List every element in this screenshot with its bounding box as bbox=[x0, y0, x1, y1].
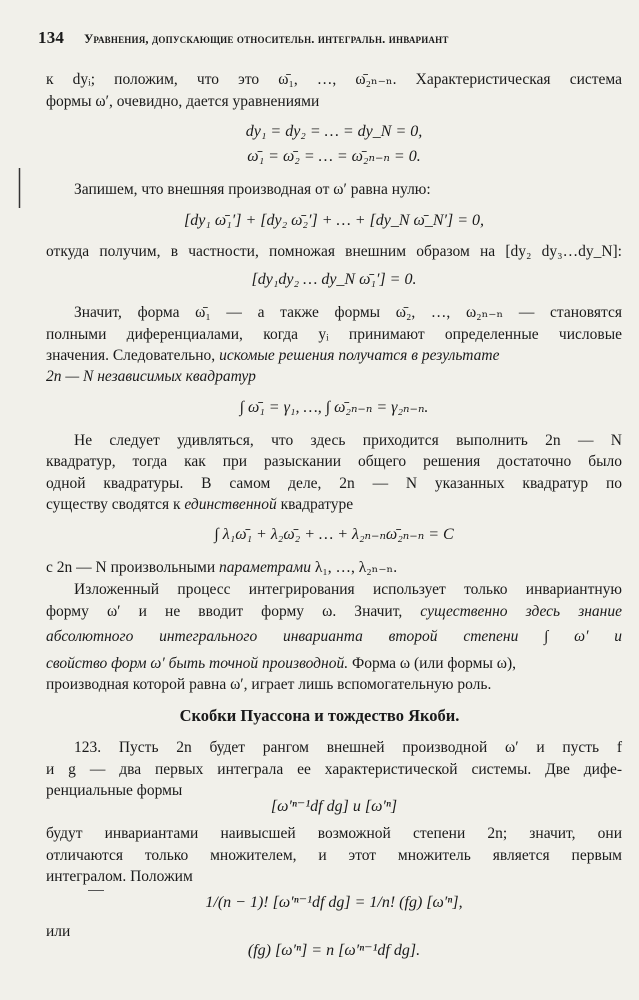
text-line: Не следует удивляться, что здесь приходится выполнить 2n — N bbox=[74, 432, 622, 449]
text-span: с 2n — N произвольными bbox=[46, 559, 220, 576]
equation: (fg) [ω′ⁿ] = n [ω′ⁿ⁻¹df dg]. bbox=[247, 942, 421, 959]
text-span: существу сводятся к bbox=[46, 496, 185, 513]
emphasis-text: существенно здесь знание bbox=[420, 603, 622, 620]
text-line: 123. Пусть 2n будет рангом внешней производной ω′ и пусть f bbox=[74, 739, 622, 756]
equation: dy₁ = dy₂ = … = dy_N = 0, bbox=[245, 123, 423, 140]
text-span: Форма ω (или формы ω), bbox=[348, 655, 517, 672]
margin-mark bbox=[18, 168, 21, 208]
text-line: интегралом. Положим bbox=[46, 868, 193, 885]
running-title: Уравнения, допускающие относительн. интегральн. инвариант bbox=[84, 32, 449, 46]
text-line: и g — два первых интеграла ее характеристической системы. Две дифе- bbox=[46, 761, 622, 778]
text-line: полными диференциалами, когда yᵢ принимают определенные числовые bbox=[46, 326, 622, 343]
text-span: значения. Следовательно, bbox=[46, 347, 220, 364]
text-line: ренциальные формы bbox=[46, 782, 183, 799]
text-line: или bbox=[46, 923, 71, 940]
equation: ∫ λ₁ω̄₁ + λ₂ω̄₂ + … + λ₂ₙ₋ₙω̄₂ₙ₋ₙ = C bbox=[214, 526, 454, 543]
text-line: формы ω′, очевидно, дается уравнениями bbox=[46, 93, 320, 110]
equation: 1/(n − 1)! [ω′ⁿ⁻¹df dg] = 1/n! (fg) [ω′ⁿ], bbox=[205, 894, 463, 911]
text-line: Значит, форма ω̄₁ — а также формы ω̄₂, …, ω₂ₙ₋ₙ — становятся bbox=[74, 304, 622, 321]
text-line: к dyᵢ; положим, что это ω̄₁, …, ω̄₂ₙ₋ₙ. Характеристическая система bbox=[46, 71, 622, 88]
equation: [dy₁dy₂ … dy_N ω̄₁′] = 0. bbox=[251, 271, 417, 288]
equation: [ω′ⁿ⁻¹df dg] и [ω′ⁿ] bbox=[270, 798, 398, 815]
text-line: отличаются только множителем, и этот множитель является первым bbox=[46, 847, 622, 864]
page-number: 134 bbox=[38, 28, 65, 47]
equation: ∫ ω̄₁ = γ₁, …, ∫ ω̄₂ₙ₋ₙ = γ₂ₙ₋ₙ. bbox=[239, 399, 429, 416]
equation: [dy₁ ω̄₁′] + [dy₂ ω̄₂′] + … + [dy_N ω̄_N′] = 0, bbox=[183, 212, 485, 229]
text-line bbox=[46, 558, 622, 578]
emphasis-text: свойство форм ω′ быть точной производной. bbox=[46, 655, 349, 672]
text-line: производная которой равна ω′, играет лишь вспомогательную роль. bbox=[46, 676, 492, 693]
text-line: квадратур, тогда как при разыскании общего решения достаточно было bbox=[46, 453, 622, 470]
text-line bbox=[46, 654, 622, 674]
text-span: квадратуре bbox=[276, 496, 354, 513]
text-line: будут инвариантами наивысшей возможной степени 2n; значит, они bbox=[46, 825, 622, 842]
text-span: форму ω′ и не вводит форму ω. Значит, bbox=[46, 603, 421, 620]
emphasis-line: 2n — N независимых квадратур bbox=[46, 368, 256, 385]
text-line bbox=[46, 495, 622, 515]
text-line: Изложенный процесс интегрирования использует только инвариантную bbox=[74, 581, 622, 598]
section-heading: Скобки Пуассона и тождество Якоби. bbox=[179, 706, 460, 725]
text-line: откуда получим, в частности, помножая внешним образом на [dy₂ dy₃…dy_N]: bbox=[46, 243, 622, 260]
emphasis-text: параметрами bbox=[219, 559, 311, 576]
text-line: Запишем, что внешняя производная от ω′ равна нулю: bbox=[74, 181, 431, 198]
running-header bbox=[38, 28, 598, 48]
emphasis-text: искомые решения получатся в результате bbox=[219, 347, 500, 364]
emphasis-text: единственной bbox=[184, 496, 277, 513]
emphasis-line: абсолютного интегрального инварианта второй степени ∫ ω′ и bbox=[46, 628, 622, 645]
equation: ω̄₁ = ω̄₂ = … = ω̄₂ₙ₋ₙ = 0. bbox=[247, 148, 421, 165]
text-span: λ₁, …, λ₂ₙ₋ₙ. bbox=[310, 559, 398, 576]
margin-dash bbox=[88, 890, 104, 891]
text-line: одной квадратуры. В самом деле, 2n — N указанных квадратур по bbox=[46, 475, 622, 492]
text-line bbox=[46, 602, 622, 622]
text-line bbox=[46, 346, 622, 366]
